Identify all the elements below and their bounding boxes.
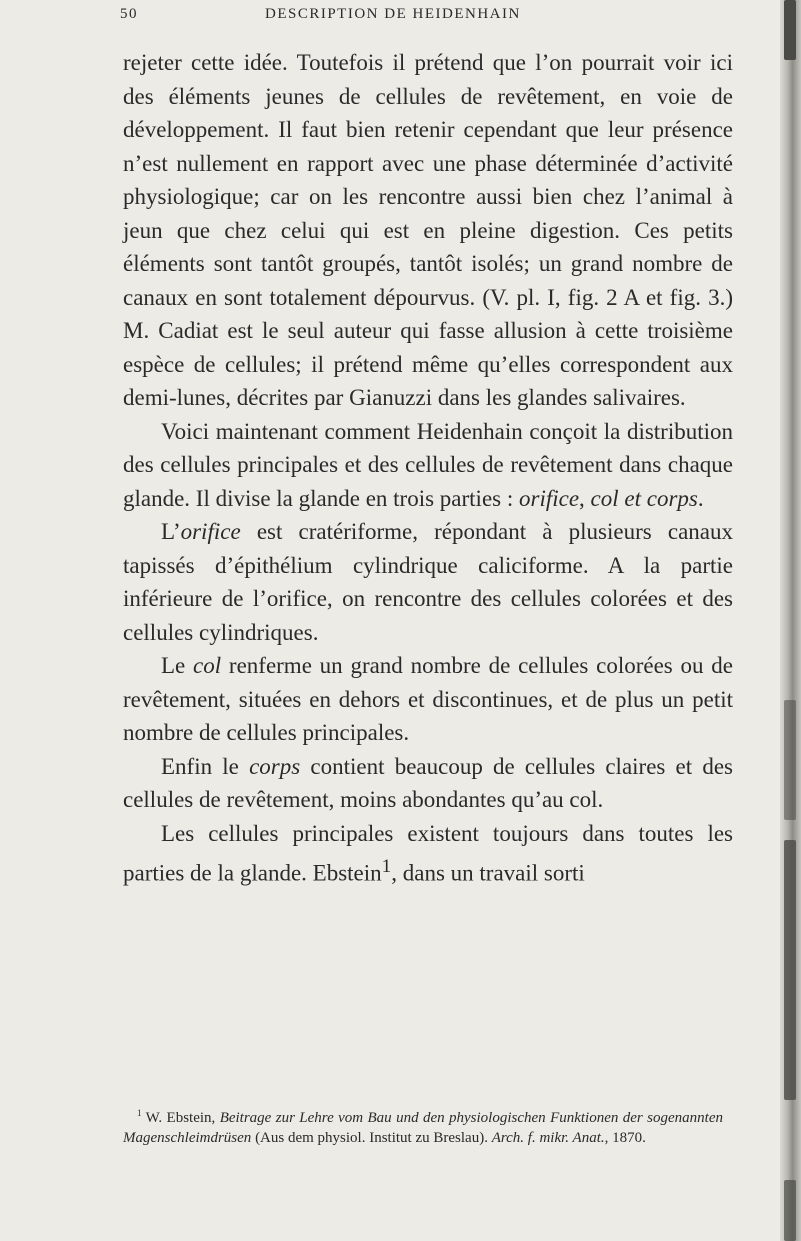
paragraph [123, 415, 733, 516]
text-run: Le [161, 653, 194, 678]
italic-text: Beitrage zur Lehre vom Bau und den physiologischen Funktionen der sogenannten Magenschleimdrüsen [123, 1110, 723, 1146]
italic-text: et [624, 485, 642, 511]
page-number: 50 [120, 6, 138, 22]
italic-text: Arch. f. mikr. Anat. [491, 1130, 605, 1146]
edge-mark [784, 700, 796, 820]
italic-text: orifice [519, 485, 580, 511]
text-run: , 1870. [604, 1130, 646, 1146]
italic-text: orifice [180, 519, 241, 544]
paragraph [123, 46, 733, 415]
text-run: , [579, 485, 591, 511]
footnote-text [123, 1110, 723, 1146]
footnote-marker: 1 [137, 1108, 142, 1118]
text-run: Voici maintenant comment Heidenhain conçoit la distribution des cellules principales et des cellules de revêtement dans chaque glande. Il divise la glande en trois parties : [123, 418, 733, 511]
text-run: renferme un grand nombre de cellules colorées ou de revêtement, situées en dehors et discontinues, et de plus un petit nombre de cellules principales. [123, 653, 733, 745]
footnote-reference: 1 [381, 856, 392, 877]
running-header [120, 6, 760, 30]
edge-mark [784, 0, 796, 60]
text-run: est cratériforme, répondant à plusieurs canaux tapissés d’épithélium cylindrique caliciforme. A la partie inférieure de l’orifice, on rencontre des cellules colorées et des cellules cylindriques. [123, 519, 733, 645]
body-text [123, 46, 733, 890]
footnote [123, 1103, 723, 1148]
italic-text: corps [249, 753, 301, 779]
text-run: Les cellules principales existent toujours dans toutes les parties de la glande. Ebstein [123, 820, 733, 886]
paragraph [123, 515, 733, 649]
italic-text: col [590, 485, 619, 511]
page-edge-shadow [780, 0, 801, 1241]
text-run: , dans un travail sorti [391, 860, 585, 886]
italic-text: col [193, 653, 222, 678]
running-title: DESCRIPTION DE HEIDENHAIN [265, 6, 521, 22]
edge-mark [784, 1180, 796, 1241]
paragraph [123, 817, 733, 891]
text-run: rejeter cette idée. Toutefois il prétend que l’on pourrait voir ici des éléments jeunes de cellules de revêtement, en voie de développement. Il faut bien retenir cependant que leur présence n’est nullement en rapport avec une phase déterminée d’activité physiologique; car on les rencontre aussi bien chez l’animal à jeun que chez celui qui est en pleine digestion. Ces petits éléments sont tantôt groupés, tantôt isolés; un grand nombre de canaux en sont totalement dépourvus. (V. pl. I, fig. 2 A et fig. 3.) M. Cadiat est le seul auteur qui fasse allusion à cette troisième espèce de cellules; il prétend même qu’elles correspondent aux demi-lunes, décrites par Gianuzzi dans les glandes salivaires. [123, 50, 733, 410]
text-run: . [697, 485, 704, 511]
italic-text: corps [646, 485, 698, 511]
paragraph [123, 649, 733, 750]
edge-mark [784, 840, 796, 1100]
text-run: contient beaucoup de cellules claires et des cellules de revêtement, moins abondantes qu’au col. [123, 753, 733, 812]
text-run: W. Ebstein, [145, 1110, 220, 1126]
paragraph [123, 750, 733, 817]
text-run: Enfin le [161, 753, 250, 779]
text-run: L’ [161, 519, 181, 544]
text-run: (Aus dem physiol. Institut zu Breslau). [251, 1130, 492, 1146]
